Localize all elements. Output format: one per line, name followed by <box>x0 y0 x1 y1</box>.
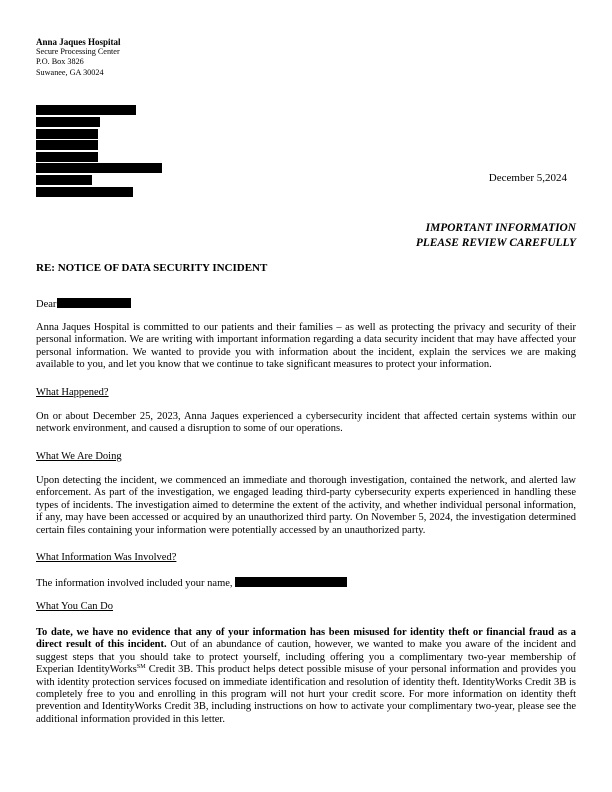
service-mark: SM <box>136 664 146 671</box>
important-line-1: IMPORTANT INFORMATION <box>425 222 576 234</box>
what-you-can-do-text-b: Credit 3B. This product helps detect possible misuse of your personal information and provides you with identity protection services focused on immediate identification and resolution of identity theft. IdentityWorks Credit 3B is completely free to you and enrolling in this program will not hurt your credit score. For more information on identity theft prevention and IdentityWorks Credit 3B, including instructions on how to activate your complimentary two-year, please see the additional information provided in this letter. <box>36 664 576 725</box>
heading-what-you-can-do: What You Can Do <box>36 601 114 612</box>
what-information-text: The information involved included your name, <box>36 578 233 589</box>
redacted-recipient-line-6 <box>36 163 162 173</box>
heading-what-information: What Information Was Involved? <box>36 552 177 563</box>
redacted-recipient-line-7 <box>36 175 92 185</box>
redacted-recipient-line-1 <box>36 105 136 115</box>
sender-line-3: Suwanee, GA 30024 <box>36 67 104 77</box>
redacted-recipient-name <box>57 298 131 308</box>
sender-line-1: Secure Processing Center <box>36 47 120 57</box>
what-we-are-doing-paragraph: Upon detecting the incident, we commenced an immediate and thorough investigation, contained the network, and alerted law enforcement. As part of the investigation, we engaged leading third-party cybersecurity experts experienced in handling these types of incidents. The investigation aimed to determine the extent of the activity, and whether individual personal information, if any, may have been accessed or acquired by an unauthorized third party. On November 5, 2024, the investigation determined certain files containing your information were potentially accessed by an unauthorized party. <box>36 475 576 536</box>
subject-line: RE: NOTICE OF DATA SECURITY INCIDENT <box>36 262 268 274</box>
sender-line-2: P.O. Box 3826 <box>36 57 84 67</box>
letter-date: December 5,2024 <box>488 172 567 184</box>
greeting-text: Dear <box>36 299 57 310</box>
no-evidence-statement: To date, we have no evidence that any of your information has been misused for identity theft or financial fraud as a direct result of this incident. <box>36 627 576 651</box>
redacted-recipient-line-2 <box>36 117 100 127</box>
redacted-recipient-line-4 <box>36 140 98 150</box>
heading-what-happened: What Happened? <box>36 387 109 398</box>
heading-what-we-are-doing: What We Are Doing <box>36 451 122 462</box>
what-you-can-do-text-a: Out of an abundance of caution, however, we wanted to make you aware of the incident and suggest steps that you should take to protect yourself, including offering you a complimentary two-year membership of Experian IdentityWorks <box>36 639 576 676</box>
what-you-can-do-paragraph <box>36 627 576 726</box>
redacted-recipient-line-5 <box>36 152 98 162</box>
important-notice <box>416 221 576 250</box>
redacted-information-types <box>235 577 347 587</box>
redacted-recipient-line-3 <box>36 129 98 139</box>
greeting <box>36 298 131 310</box>
what-happened-paragraph: On or about December 25, 2023, Anna Jaques experienced a cybersecurity incident that affected certain systems within our network environment, and caused a disruption to some of our operations. <box>36 411 576 435</box>
sender-address <box>36 37 121 78</box>
sender-name: Anna Jaques Hospital <box>36 37 121 47</box>
intro-paragraph: Anna Jaques Hospital is committed to our patients and their families – as well as protecting the privacy and security of their personal information. We are writing with important information regarding a data security incident that may have affected your personal information. We wanted to provide you with information about the incident, explain the services we are making available to you, and let you know that we continue to take significant measures to protect your information. <box>36 322 576 371</box>
what-information-paragraph <box>36 577 576 590</box>
redacted-recipient-line-8 <box>36 187 133 197</box>
important-line-2: PLEASE REVIEW CAREFULLY <box>415 236 576 249</box>
